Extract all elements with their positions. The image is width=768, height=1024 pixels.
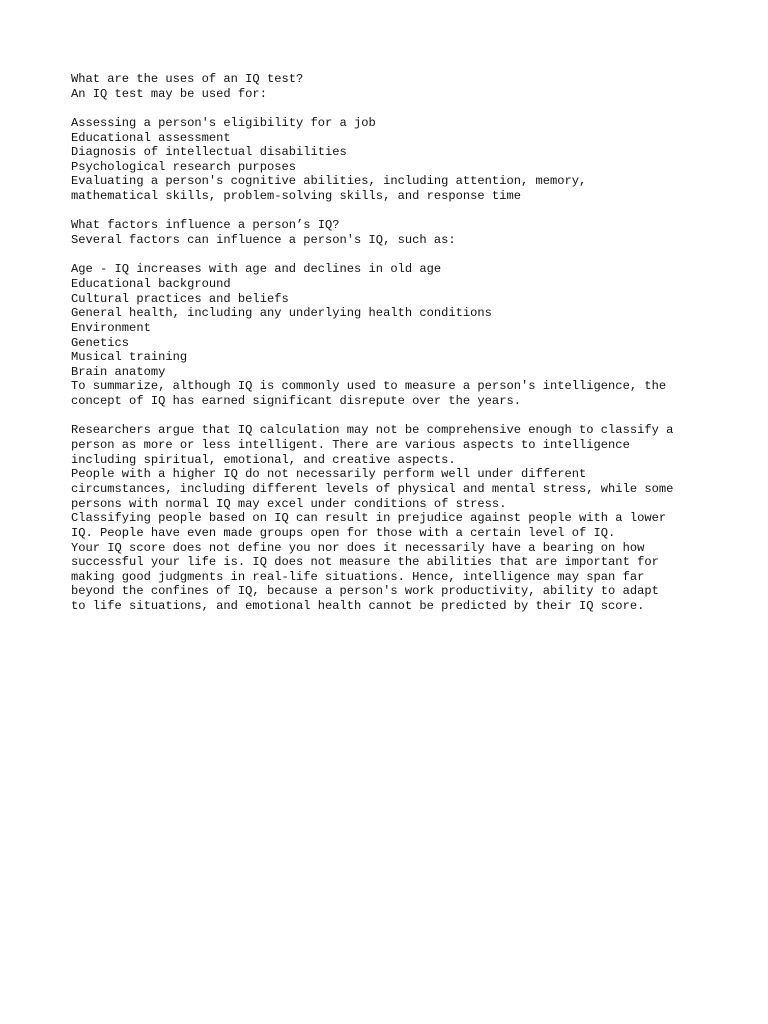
text-line: to life situations, and emotional health cannot be predicted by their IQ score. (71, 599, 645, 614)
document-page (71, 72, 711, 614)
list-item: Age - IQ increases with age and declines in old age (71, 262, 442, 277)
list-item: Evaluating a person's cognitive abilities, including attention, memory, (71, 174, 587, 189)
heading-factors: What factors influence a person’s IQ? (71, 218, 340, 233)
text-line: circumstances, including different levels of physical and mental stress, while some (71, 481, 674, 496)
list-item: General health, including any underlying health conditions (71, 306, 492, 321)
text-line: To summarize, although IQ is commonly used to measure a person's intelligence, the (71, 379, 667, 394)
text-line: Researchers argue that IQ calculation may not be comprehensive enough to classify a (71, 423, 674, 438)
text-line: Classifying people based on IQ can result in prejudice against people with a lower (71, 511, 667, 526)
list-item: Psychological research purposes (71, 159, 296, 174)
text-line: making good judgments in real-life situations. Hence, intelligence may span far (71, 569, 645, 584)
text-line: successful your life is. IQ does not measure the abilities that are important for (71, 555, 659, 570)
text-line: IQ. People have even made groups open for those with a certain level of IQ. (71, 525, 616, 540)
text-line: person as more or less intelligent. There are various aspects to intelligence (71, 438, 630, 453)
text-line: including spiritual, emotional, and creative aspects. (71, 452, 456, 467)
blank-line (71, 248, 711, 263)
blank-line (71, 204, 711, 219)
list-item: Genetics (71, 335, 130, 350)
list-item: Environment (71, 320, 151, 335)
text-line: concept of IQ has earned significant disrepute over the years. (71, 394, 521, 409)
list-item: Musical training (71, 350, 188, 365)
text-line: Several factors can influence a person's IQ, such as: (71, 233, 456, 248)
list-item: Diagnosis of intellectual disabilities (71, 145, 347, 160)
list-item-continued: mathematical skills, problem-solving skills, and response time (71, 189, 521, 204)
text-line: People with a higher IQ do not necessarily perform well under different (71, 467, 587, 482)
list-item: Educational assessment (71, 130, 231, 145)
text-line: Your IQ score does not define you nor does it necessarily have a bearing on how (71, 540, 645, 555)
list-item: Cultural practices and beliefs (71, 291, 289, 306)
text-line: persons with normal IQ may excel under conditions of stress. (71, 496, 507, 511)
blank-line (71, 409, 711, 424)
text-line: beyond the confines of IQ, because a person's work productivity, ability to adapt (71, 584, 659, 599)
list-item: Brain anatomy (71, 364, 166, 379)
list-item: Assessing a person's eligibility for a job (71, 115, 376, 130)
heading-uses: What are the uses of an IQ test? (71, 72, 304, 86)
blank-line (71, 101, 711, 116)
text-line: An IQ test may be used for: (71, 86, 267, 101)
list-item: Educational background (71, 276, 231, 291)
